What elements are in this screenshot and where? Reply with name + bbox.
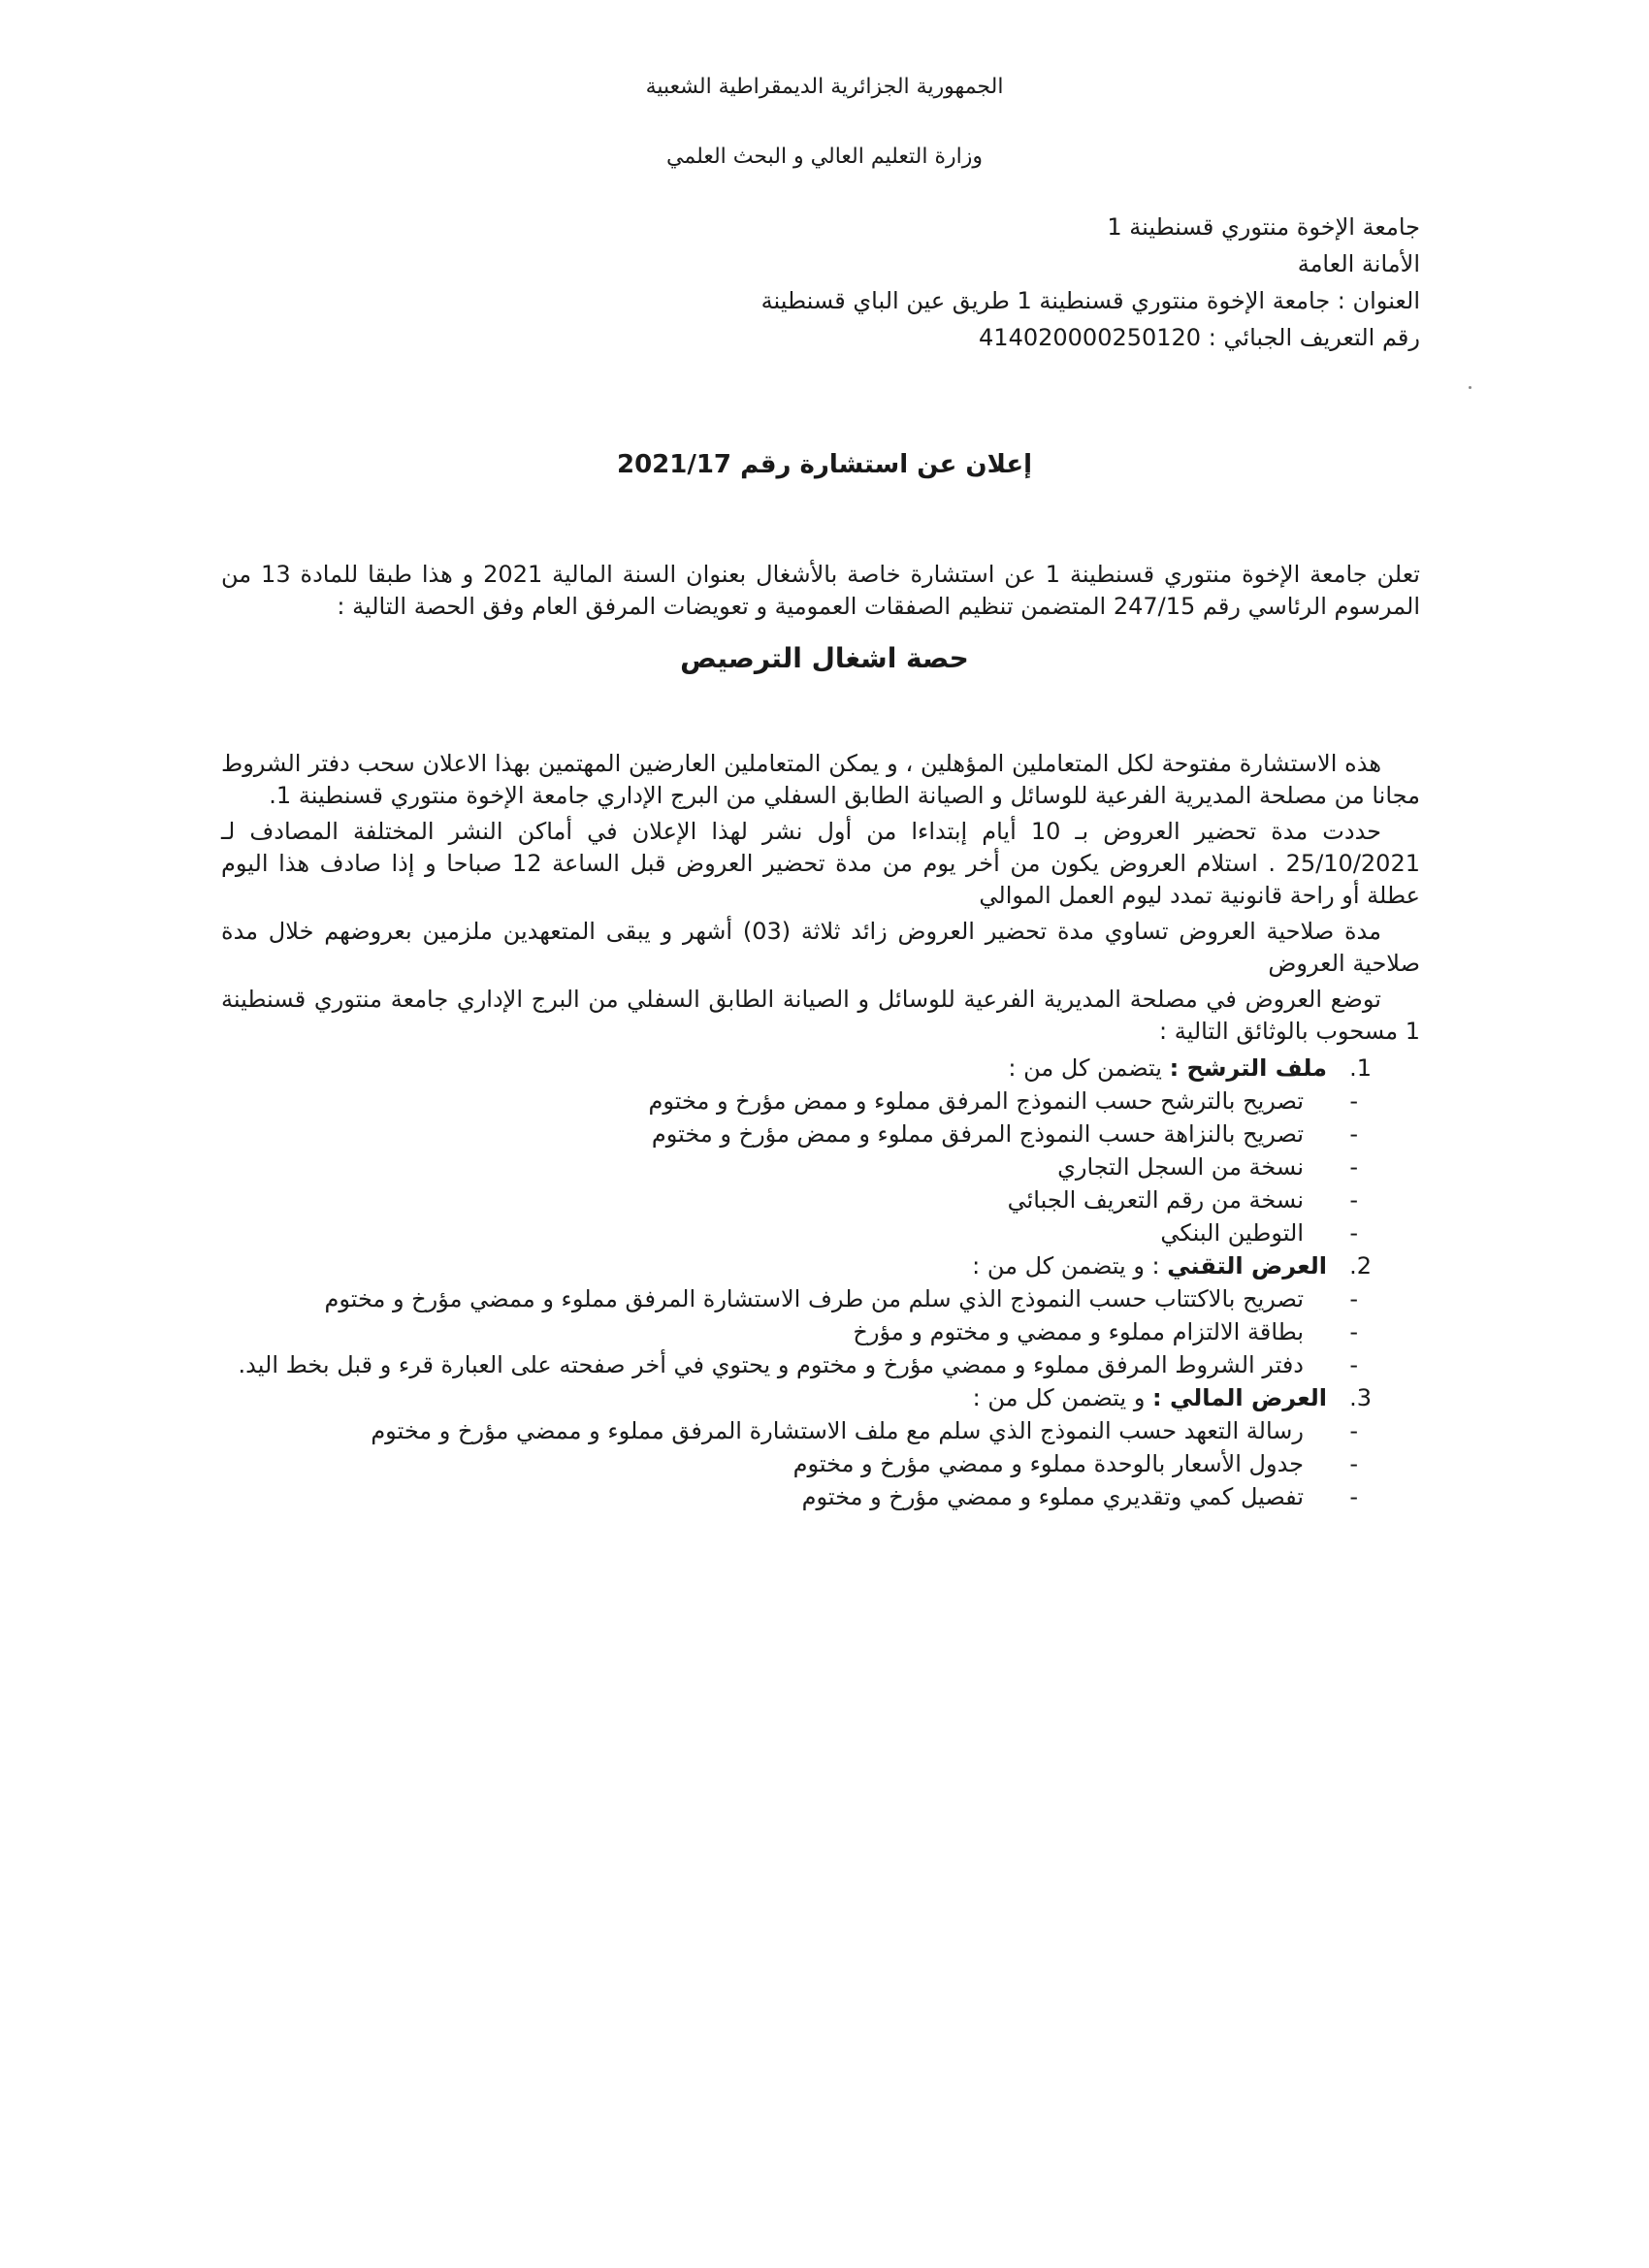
list-item-text: رسالة التعهد حسب النموذج الذي سلم مع ملف الاستشارة المرفق مملوء و ممضي مؤرخ و مختوم xyxy=(371,1417,1304,1444)
scan-speck xyxy=(1469,386,1471,389)
section-heading xyxy=(221,1052,1372,1085)
list-item xyxy=(221,1480,1372,1513)
paragraph-availability: هذه الاستشارة مفتوحة لكل المتعاملين المؤهلين ، و يمكن المتعاملين العارضين المهتمين بهذا الاعلان سحب دفتر الشروط مجانا من مصلحة المديرية الفرعية للوسائل و الصيانة الطابق السفلي من البرج الإداري جامعة الإخوة منتوري قسنطينة 1. xyxy=(221,750,1420,809)
intro-block xyxy=(221,559,1420,623)
list-dash: - xyxy=(1349,1120,1358,1148)
list-dash: - xyxy=(1349,1087,1358,1115)
list-item xyxy=(221,1414,1372,1447)
section-title: العرض المالي : xyxy=(1152,1384,1327,1411)
intro-paragraph: تعلن جامعة الإخوة منتوري قسنطينة 1 عن استشارة خاصة بالأشغال بعنوان السنة المالية 2021 و هذا طبقا للمادة 13 من المرسوم الرئاسي رقم 247/15 المتضمن تنظيم الصفقات العمومية و تعويضات المرفق العام وفق الحصة التالية : xyxy=(221,561,1420,620)
page-title: إعلان عن استشارة رقم 2021/17 xyxy=(616,450,1033,479)
section-financial-offer xyxy=(221,1381,1372,1513)
list-dash: - xyxy=(1349,1351,1358,1378)
section-heading xyxy=(221,1249,1372,1282)
list-item-text: نسخة من السجل التجاري xyxy=(1057,1153,1304,1181)
section-suffix: : و يتضمن كل من : xyxy=(972,1252,1168,1280)
section-title: ملف الترشح : xyxy=(1169,1054,1327,1082)
list-dash: - xyxy=(1349,1483,1358,1510)
list-dash: - xyxy=(1349,1219,1358,1247)
list-item xyxy=(221,1118,1372,1150)
republic-header: الجمهورية الجزائرية الديمقراطية الشعبية xyxy=(645,75,1004,99)
list-item-text: تفصيل كمي وتقديري مملوء و ممضي مؤرخ و مختوم xyxy=(801,1483,1304,1510)
lot-title: حصة اشغال الترصيص xyxy=(680,642,969,674)
list-item-text: نسخة من رقم التعريف الجبائي xyxy=(1007,1186,1304,1214)
list-item xyxy=(221,1216,1372,1249)
paragraph-submission: توضع العروض في مصلحة المديرية الفرعية للوسائل و الصيانة الطابق السفلي من البرج الإداري جامعة منتوري قسنطينة 1 مسحوب بالوثائق التالية : xyxy=(221,986,1420,1045)
paragraph-deadline: حددت مدة تحضير العروض بـ 10 أيام إبتداءا من أول نشر لهذا الإعلان في أماكن النشر المختلفة المصادف لـ 25/10/2021 . استلام العروض يكون من أخر يوم من مدة تحضير العروض قبل الساعة 12 صباحا و إذا صادف هذا اليوم عطلة أو راحة قانونية تمدد ليوم العمل الموالي xyxy=(221,818,1420,909)
list-item-text: تصريح بالاكتتاب حسب النموذج الذي سلم من طرف الاستشارة المرفق مملوء و ممضي مؤرخ و مختوم xyxy=(324,1285,1304,1312)
body-block xyxy=(221,748,1420,1513)
list-item-text: تصريح بالنزاهة حسب النموذج المرفق مملوء و ممض مؤرخ و مختوم xyxy=(651,1120,1304,1148)
institution-department: الأمانة العامة xyxy=(1297,250,1420,277)
list-item xyxy=(221,1447,1372,1480)
list-item xyxy=(221,1085,1372,1118)
paragraph-validity: مدة صلاحية العروض تساوي مدة تحضير العروض زائد ثلاثة (03) أشهر و يبقى المتعهدين ملزمين بعروضهم خلال مدة صلاحية العروض xyxy=(221,918,1420,977)
document-list xyxy=(221,1085,1372,1249)
document-list xyxy=(221,1414,1372,1513)
institution-block xyxy=(353,209,1420,356)
list-item-text: تصريح بالترشح حسب النموذج المرفق مملوء و ممض مؤرخ و مختوم xyxy=(648,1087,1304,1115)
list-item-text: بطاقة الالتزام مملوء و ممضي و مختوم و مؤرخ xyxy=(853,1318,1304,1345)
section-suffix: يتضمن كل من : xyxy=(1008,1054,1170,1082)
list-item-text: دفتر الشروط المرفق مملوء و ممضي مؤرخ و مختوم و يحتوي في أخر صفحته على العبارة قرء و قبل بخط اليد. xyxy=(238,1351,1304,1378)
section-number: 3. xyxy=(1349,1384,1372,1411)
list-item xyxy=(221,1282,1372,1315)
list-dash: - xyxy=(1349,1186,1358,1214)
list-dash: - xyxy=(1349,1417,1358,1444)
list-dash: - xyxy=(1349,1153,1358,1181)
list-dash: - xyxy=(1349,1318,1358,1345)
list-item xyxy=(221,1315,1372,1348)
section-suffix: و يتضمن كل من : xyxy=(972,1384,1153,1411)
section-number: 2. xyxy=(1349,1252,1372,1280)
list-item xyxy=(221,1150,1372,1183)
section-title: العرض التقني xyxy=(1167,1252,1327,1280)
list-dash: - xyxy=(1349,1285,1358,1312)
institution-name: جامعة الإخوة منتوري قسنطينة 1 xyxy=(1107,213,1420,241)
section-candidacy xyxy=(221,1052,1372,1249)
institution-tax-id: رقم التعريف الجبائي : 414020000250120 xyxy=(979,324,1420,351)
section-technical-offer xyxy=(221,1249,1372,1381)
institution-address: العنوان : جامعة الإخوة منتوري قسنطينة 1 طريق عين الباي قسنطينة xyxy=(760,287,1420,314)
section-number: 1. xyxy=(1349,1054,1372,1082)
list-item xyxy=(221,1183,1372,1216)
list-item-text: التوطين البنكي xyxy=(1160,1219,1304,1247)
section-heading xyxy=(221,1381,1372,1414)
list-item xyxy=(221,1348,1372,1381)
ministry-header: وزارة التعليم العالي و البحث العلمي xyxy=(666,145,983,169)
list-dash: - xyxy=(1349,1450,1358,1477)
document-list xyxy=(221,1282,1372,1381)
list-item-text: جدول الأسعار بالوحدة مملوء و ممضي مؤرخ و مختوم xyxy=(792,1450,1304,1477)
